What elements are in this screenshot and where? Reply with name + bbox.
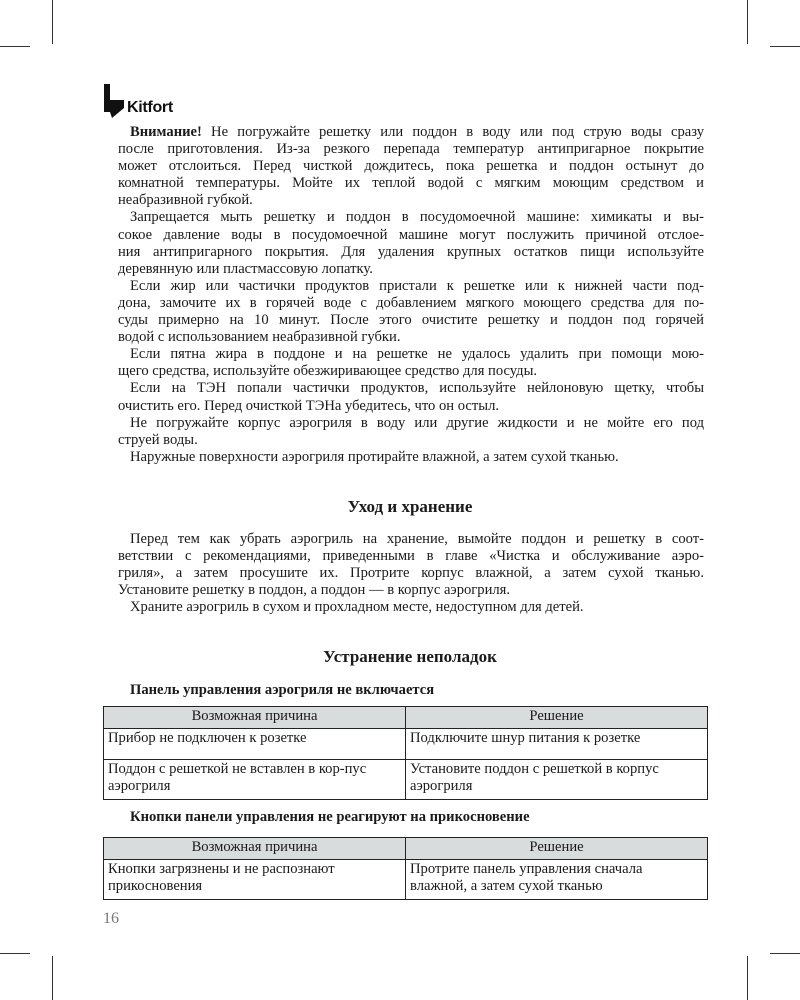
- paragraph-line: [118, 295, 704, 312]
- crop-mark: [770, 46, 800, 47]
- page-number: 16: [103, 910, 119, 927]
- kitfort-logo-icon: [104, 84, 124, 118]
- table-cell: Подключите шнур питания к розетке: [406, 729, 708, 760]
- paragraph-line: [118, 582, 704, 599]
- line-text: Если пятна жира в поддоне и на решетке не удалось удалить при помощи мою-: [130, 346, 704, 363]
- paragraph-line: [118, 278, 704, 295]
- paragraph-line: [118, 531, 704, 548]
- kitfort-logo: [104, 84, 173, 118]
- paragraph-line: [118, 548, 704, 565]
- crop-mark: [770, 953, 800, 954]
- crop-mark: [747, 956, 748, 1000]
- column-header: Решение: [406, 707, 708, 729]
- line-text: Не погружайте решетку или поддон в воду или под струю воды сразу: [201, 124, 704, 140]
- line-text: ния антипригарного покрытия. Для удаления крупных остатков пищи используйте: [118, 243, 704, 260]
- column-header: Возможная причина: [104, 707, 406, 729]
- table-header-row: [104, 838, 708, 860]
- line-text: суды примерно на 10 минут. После этого очистите решетку и поддон под горячей: [118, 312, 704, 329]
- line-text: Перед тем как убрать аэрогриль на хранение, вымойте поддон и решетку в соот-: [130, 531, 704, 547]
- paragraph-line: [118, 432, 704, 449]
- line-text: комнатной температуры. Мойте их теплой водой с мягким моющим средством и: [118, 175, 704, 192]
- paragraph-line: [118, 244, 704, 261]
- line-text: Храните аэрогриль в сухом и прохладном месте, недоступном для детей.: [130, 599, 584, 616]
- line-text: Наружные поверхности аэрогриля протирайте влажной, а затем сухой тканью.: [130, 448, 619, 465]
- table-row: [104, 860, 708, 900]
- line-text: очистить его. Перед очисткой ТЭНа убедитесь, что он остыл.: [118, 397, 500, 414]
- paragraph-line: [118, 175, 704, 192]
- line-text: дона, замочите их в горячей воде с добавлением мягкого моющего средства для по-: [118, 294, 704, 311]
- paragraph-line: [118, 565, 704, 582]
- line-text: Запрещается мыть решетку и поддон в посудомоечной машине: химикаты и вы-: [130, 209, 704, 226]
- paragraph-line: [118, 124, 704, 141]
- line-text: водой с использованием неабразивной губки.: [118, 329, 401, 346]
- line-text: Установите решетку в поддон, а поддон — в корпус аэрогриля.: [118, 582, 511, 599]
- line-text: после приготовления. Из-за резкого перепада температур антипригарное покрытие: [118, 141, 704, 158]
- line-text: деревянную или пластмассовую лопатку.: [118, 260, 373, 277]
- troubleshooting-heading: Устранение неполадок: [323, 647, 497, 666]
- table-subtitle: Панель управления аэрогриля не включается: [130, 682, 435, 698]
- table-row: [104, 729, 708, 760]
- paragraph-line: [118, 363, 704, 380]
- table-subtitle: Кнопки панели управления не реагируют на прикосновение: [130, 809, 530, 825]
- line-text: Не погружайте корпус аэрогриля в воду или другие жидкости и не мойте его под: [130, 414, 704, 431]
- table-cell: Установите поддон с решеткой в корпус аэрогриля: [406, 760, 708, 800]
- table-cell: Кнопки загрязнены и не распознают прикосновения: [104, 860, 406, 900]
- paragraph-line: [118, 227, 704, 244]
- paragraph-line: [118, 261, 704, 278]
- cleaning-section: [118, 124, 704, 466]
- paragraph-line: [118, 449, 704, 466]
- troubleshooting-table: [103, 706, 708, 800]
- paragraph-line: [118, 415, 704, 432]
- crop-mark: [0, 46, 30, 47]
- line-text: гриля», а затем просушите их. Протрите корпус влажной, а затем сухой тканью.: [118, 565, 704, 582]
- storage-section: [118, 531, 704, 616]
- crop-mark: [0, 953, 30, 954]
- paragraph-line: [118, 329, 704, 346]
- line-text: может отслоиться. Перед чисткой дождитесь, пока решетка и поддон остынут до: [118, 158, 704, 175]
- paragraph-line: [118, 141, 704, 158]
- paragraph-line: [118, 209, 704, 226]
- line-text: щего средства, используйте обезжиривающее средство для посуды.: [118, 363, 538, 380]
- table-row: [104, 760, 708, 800]
- table-header-row: [104, 707, 708, 729]
- paragraph-line: [118, 312, 704, 329]
- crop-mark: [52, 956, 53, 1000]
- paragraph-line: [118, 346, 704, 363]
- warning-label: Внимание!: [130, 124, 202, 140]
- paragraph-line: [118, 380, 704, 397]
- paragraph-line: [118, 398, 704, 415]
- paragraph-line: [118, 158, 704, 175]
- line-text: неабразивной губкой.: [118, 192, 253, 209]
- column-header: Возможная причина: [104, 838, 406, 860]
- brand-name: Kitfort: [127, 99, 173, 116]
- troubleshooting-table: [103, 837, 708, 900]
- crop-mark: [747, 0, 748, 44]
- table-cell: Поддон с решеткой не вставлен в кор-пус аэрогриля: [104, 760, 406, 800]
- column-header: Решение: [406, 838, 708, 860]
- table-cell: Прибор не подключен к розетке: [104, 729, 406, 760]
- paragraph-line: [118, 599, 704, 616]
- crop-mark: [52, 0, 53, 44]
- table-cell: Протрите панель управления сначала влажной, а затем сухой тканью: [406, 860, 708, 900]
- line-text: ветствии с рекомендациями, приведенными в главе «Чистка и обслуживание аэро-: [118, 548, 704, 565]
- line-text: Если на ТЭН попали частички продуктов, используйте нейлоновую щетку, чтобы: [130, 380, 704, 397]
- line-text: сокое давление воды в посудомоечной машине могут послужить причиной отслое-: [118, 226, 704, 243]
- paragraph-line: [118, 192, 704, 209]
- line-text: струей воды.: [118, 431, 198, 448]
- line-text: Если жир или частички продуктов пристали к решетке или к нижней части под-: [130, 277, 704, 294]
- storage-heading: Уход и хранение: [347, 497, 473, 516]
